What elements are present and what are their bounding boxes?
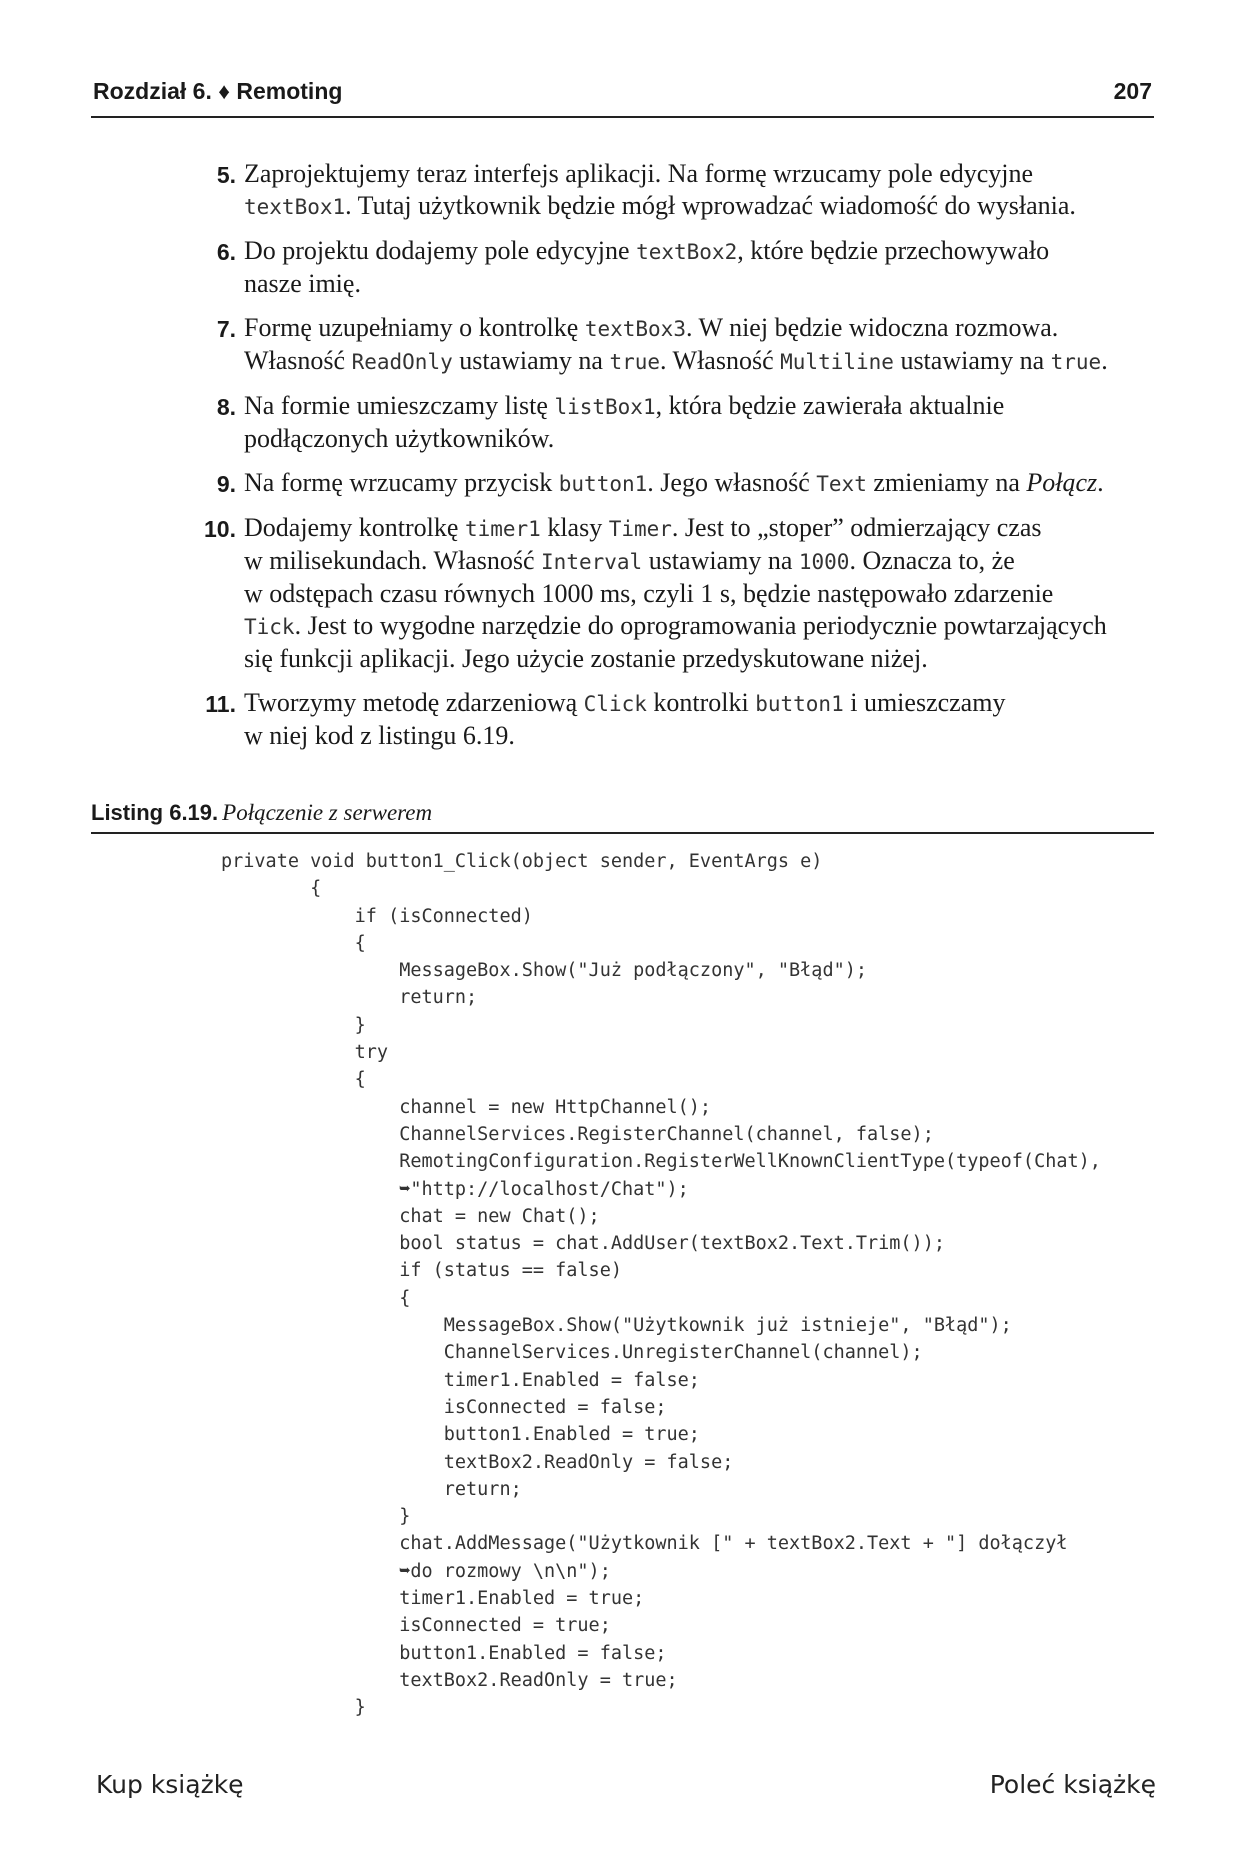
text-line [244, 687, 1154, 720]
text-line [244, 423, 1154, 455]
step-text [244, 467, 1154, 500]
step-number: 5. [216, 162, 236, 188]
text-run: ustawiamy na [642, 546, 799, 575]
code-identifier: true [1050, 350, 1102, 374]
code-line: textBox2.ReadOnly = false; [221, 1451, 734, 1473]
buy-book-link[interactable]: Kup książkę [96, 1770, 244, 1799]
text-run: i umieszczamy [843, 688, 1006, 717]
text-run: podłączonych użytkowników. [244, 424, 555, 453]
text-run: . Tutaj użytkownik będzie mógł wprowadzać wiadomość do wysłania. [345, 191, 1076, 220]
code-identifier: Timer [608, 517, 672, 541]
code-line: try [221, 1042, 389, 1064]
step-number: 7. [216, 316, 236, 342]
recommend-book-link[interactable]: Poleć książkę [989, 1770, 1156, 1799]
text-run: zmieniamy na [866, 468, 1027, 497]
list-item [204, 512, 1154, 675]
code-line: if (status == false) [221, 1260, 622, 1282]
text-run: . [1097, 468, 1104, 497]
code-identifier: Multiline [780, 350, 894, 374]
step-text [244, 687, 1154, 752]
text-run: w milisekundach. Własność [244, 546, 542, 575]
code-identifier: button1 [558, 472, 648, 496]
step-text [244, 158, 1154, 223]
emphasis-text: Połącz [1026, 468, 1098, 497]
text-run: . W niej będzie widoczna rozmowa. [685, 313, 1059, 342]
text-run: Własność [244, 346, 352, 375]
code-line: channel = new HttpChannel(); [221, 1096, 712, 1118]
list-item [216, 467, 1154, 500]
code-line: RemotingConfiguration.RegisterWellKnownClientType(typeof(Chat), [221, 1151, 1101, 1173]
code-identifier: Click [583, 692, 647, 716]
code-line: MessageBox.Show("Już podłączony", "Błąd"); [221, 960, 868, 982]
code-identifier: textBox1 [244, 195, 346, 219]
listing-caption [91, 800, 1154, 834]
text-run: Formę uzupełniamy o kontrolkę [244, 313, 585, 342]
text-run: kontrolki [646, 688, 756, 717]
text-line [244, 578, 1154, 610]
text-line [244, 545, 1154, 578]
code-listing [221, 848, 1151, 1722]
step-number: 9. [216, 471, 236, 497]
text-run: w niej kod z listingu 6.19. [244, 721, 515, 750]
step-text [244, 312, 1154, 378]
code-line: button1.Enabled = true; [221, 1424, 700, 1446]
code-line: ➥do rozmowy \n\n"); [221, 1560, 611, 1582]
step-text [244, 512, 1154, 675]
text-line [244, 643, 1154, 675]
code-line: chat = new Chat(); [221, 1205, 600, 1227]
text-line [244, 190, 1154, 223]
list-item [216, 390, 1154, 455]
text-run: . Oznacza to, że [849, 546, 1015, 575]
text-run: klasy [540, 513, 609, 542]
list-item [205, 687, 1154, 752]
code-line: ChannelServices.UnregisterChannel(channel); [221, 1342, 923, 1364]
text-run: ustawiamy na [893, 346, 1051, 375]
code-line: } [221, 1014, 366, 1036]
code-line: } [221, 1697, 366, 1719]
text-line [244, 512, 1154, 545]
step-number: 8. [216, 394, 236, 420]
text-run: Tworzymy metodę zdarzeniową [244, 688, 584, 717]
code-line: ChannelServices.RegisterChannel(channel, false); [221, 1123, 934, 1145]
text-line [244, 390, 1154, 423]
text-run: , które będzie przechowywało [737, 236, 1050, 265]
step-text [244, 390, 1154, 455]
step-text [244, 235, 1154, 300]
text-run: ustawiamy na [452, 346, 610, 375]
text-run: nasze imię. [244, 269, 361, 298]
text-run: Na formie umieszczamy listę [244, 391, 555, 420]
code-line: { [221, 1069, 366, 1091]
listing-label: Listing 6.19. [91, 800, 219, 825]
text-run: . Jego własność [647, 468, 817, 497]
text-run: Dodajemy kontrolkę [244, 513, 465, 542]
text-line [244, 158, 1154, 190]
text-line [244, 720, 1154, 752]
code-line: bool status = chat.AddUser(textBox2.Text.Trim()); [221, 1233, 945, 1255]
step-number: 6. [216, 239, 236, 265]
code-identifier: button1 [755, 692, 844, 716]
page-footer [96, 1770, 1156, 1810]
text-run: Do projektu dodajemy pole edycyjne [244, 236, 637, 265]
code-line: return; [221, 987, 478, 1009]
text-line [244, 268, 1154, 300]
code-line: isConnected = true; [221, 1615, 611, 1637]
code-identifier: listBox1 [554, 395, 656, 419]
code-identifier: Tick [244, 615, 295, 639]
text-run: się funkcji aplikacji. Jego użycie zostanie przedyskutowane niżej. [244, 644, 928, 673]
code-line: MessageBox.Show("Użytkownik już istnieje", "Błąd"); [221, 1315, 1012, 1337]
text-line [244, 345, 1154, 378]
text-run: Zaprojektujemy teraz interfejs aplikacji. Na formę wrzucamy pole edycyjne [244, 159, 1034, 188]
numbered-steps-list [204, 158, 1154, 764]
text-run: Na formę wrzucamy przycisk [244, 468, 559, 497]
text-run: . Własność [660, 346, 781, 375]
code-line: } [221, 1506, 411, 1528]
text-line [244, 312, 1154, 345]
code-identifier: timer1 [464, 517, 541, 541]
code-line: private void button1_Click(object sender, EventArgs e) [221, 851, 823, 872]
text-line [244, 610, 1154, 643]
code-line: { [221, 878, 322, 900]
code-line: textBox2.ReadOnly = true; [221, 1669, 678, 1691]
code-identifier: textBox3 [584, 317, 686, 341]
code-identifier: true [609, 350, 661, 374]
text-run: . Jest to „stoper” odmierzający czas [671, 513, 1042, 542]
code-line: chat.AddMessage("Użytkownik [" + textBox2.Text + "] dołączył [221, 1533, 1068, 1555]
text-run: . Jest to wygodne narzędzie do oprogramowania periodycznie powtarzających [294, 611, 1107, 640]
code-line: ➥"http://localhost/Chat"); [221, 1178, 689, 1200]
step-number: 10. [204, 516, 236, 542]
code-identifier: ReadOnly [351, 350, 453, 374]
code-line: timer1.Enabled = true; [221, 1588, 645, 1610]
page-header [91, 74, 1154, 118]
list-item [216, 312, 1154, 378]
code-line: if (isConnected) [221, 905, 533, 927]
code-line: { [221, 932, 366, 954]
code-line: isConnected = false; [221, 1396, 667, 1418]
list-item [216, 235, 1154, 300]
text-run: , która będzie zawierała aktualnie [655, 391, 1005, 420]
code-line: { [221, 1287, 411, 1309]
text-run: w odstępach czasu równych 1000 ms, czyli 1 s, będzie następowało zdarzenie [244, 579, 1054, 608]
code-line: button1.Enabled = false; [221, 1642, 667, 1664]
code-identifier: Text [816, 472, 867, 496]
list-item [216, 158, 1154, 223]
code-line: timer1.Enabled = false; [221, 1369, 700, 1391]
text-run: . [1101, 346, 1108, 375]
text-line [244, 467, 1154, 500]
page-number: 207 [1113, 78, 1152, 104]
code-identifier: Interval [541, 550, 643, 574]
code-line: return; [221, 1478, 522, 1500]
chapter-title: Rozdział 6. ♦ Remoting [93, 78, 343, 104]
listing-title: Połączenie z serwerem [222, 800, 433, 825]
text-line [244, 235, 1154, 268]
code-identifier: 1000 [798, 550, 850, 574]
code-identifier: textBox2 [636, 240, 738, 264]
step-number: 11. [205, 691, 236, 717]
